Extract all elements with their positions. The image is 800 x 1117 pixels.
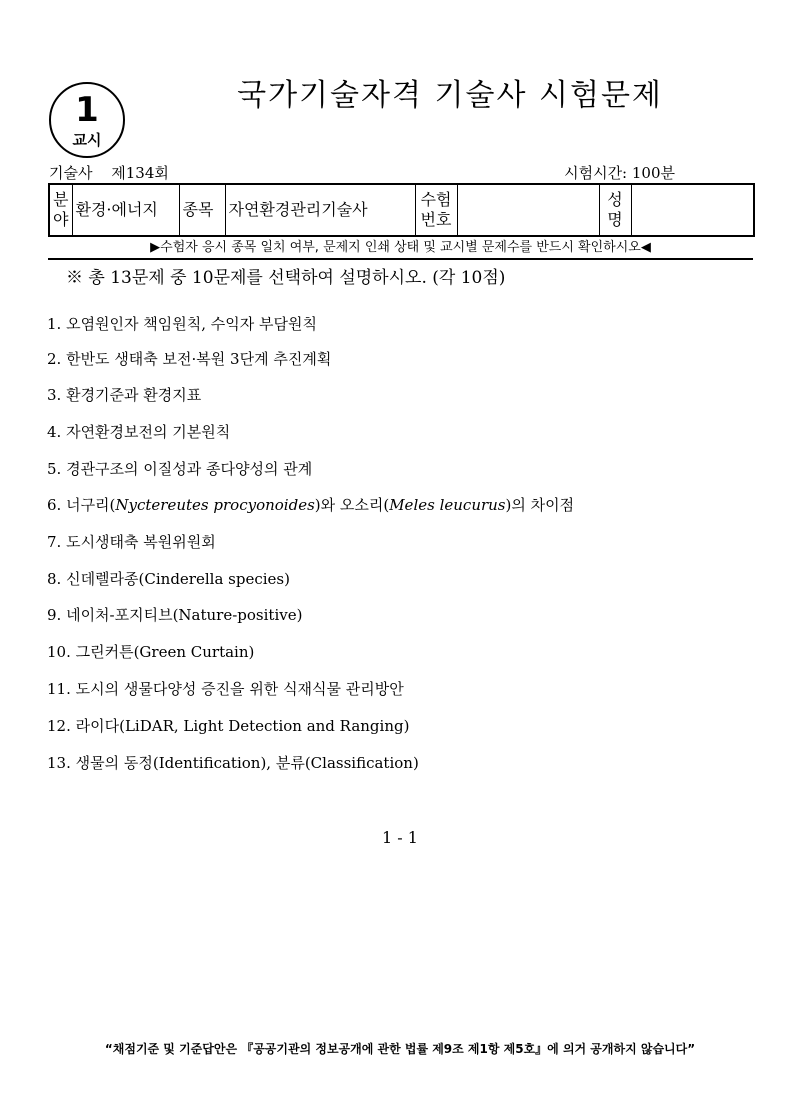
exam-duration: 시험시간: 100분	[564, 164, 675, 182]
question-5: 5. 경관구조의 이질성과 종다양성의 관계	[47, 460, 313, 478]
question-11: 11. 도시의 생물다양성 증진을 위한 식재식물 관리방안	[47, 680, 404, 698]
exam-type: 기술사	[49, 164, 93, 182]
question-8: 8. 신데렐라종(Cinderella species)	[47, 570, 290, 588]
question-1: 1. 오염원인자 책임원칙, 수익자 부담원칙	[47, 315, 317, 333]
name-label: 성 명	[599, 184, 631, 236]
question-2: 2. 한반도 생태축 보전·복원 3단계 추진계획	[47, 350, 332, 368]
category-label: 종목	[179, 184, 225, 236]
field-value: 환경·에너지	[72, 184, 179, 236]
name-field[interactable]	[631, 184, 754, 236]
exam-number-field[interactable]	[457, 184, 599, 236]
exam-info-table	[48, 183, 755, 237]
category-value: 자연환경관리기술사	[225, 184, 415, 236]
question-13: 13. 생물의 동정(Identification), 분류(Classification)	[47, 754, 419, 772]
session-badge	[49, 82, 125, 158]
question-3: 3. 환경기준과 환경지표	[47, 386, 202, 404]
question-12: 12. 라이다(LiDAR, Light Detection and Ranging)	[47, 717, 410, 735]
session-label: 교시	[72, 131, 102, 149]
divider	[48, 258, 753, 260]
question-6: 6. 너구리(Nyctereutes procyonoides)와 오소리(Meles leucurus)의 차이점	[47, 496, 575, 514]
exam-meta	[49, 163, 169, 183]
session-number: 1	[75, 90, 99, 130]
species-name-badger: Meles leucurus	[389, 496, 506, 514]
exam-round: 제134회	[111, 164, 169, 182]
question-10: 10. 그린커튼(Green Curtain)	[47, 643, 255, 661]
page-number: 1 - 1	[382, 828, 418, 847]
page-title: 국가기술자격 기술사 시험문제	[237, 78, 663, 113]
field-label: 분 야	[49, 184, 72, 236]
notice-banner: ▶수험자 응시 종목 일치 여부, 문제지 인쇄 상태 및 교시별 문제수를 반드시 확인하시오◀	[150, 240, 651, 255]
question-4: 4. 자연환경보전의 기본원칙	[47, 423, 231, 441]
question-7: 7. 도시생태축 복원위원회	[47, 533, 216, 551]
question-9: 9. 네이처-포지티브(Nature-positive)	[47, 606, 303, 624]
species-name-raccoon-dog: Nyctereutes procyonoides	[115, 496, 315, 514]
footer-note: “채점기준 및 기준답안은 『공공기관의 정보공개에 관한 법률 제9조 제1항 제5호』에 의거 공개하지 않습니다”	[104, 1042, 696, 1056]
instruction: ※ 총 13문제 중 10문제를 선택하여 설명하시오. (각 10점)	[66, 268, 506, 288]
exam-number-label: 수험 번호	[415, 184, 457, 236]
